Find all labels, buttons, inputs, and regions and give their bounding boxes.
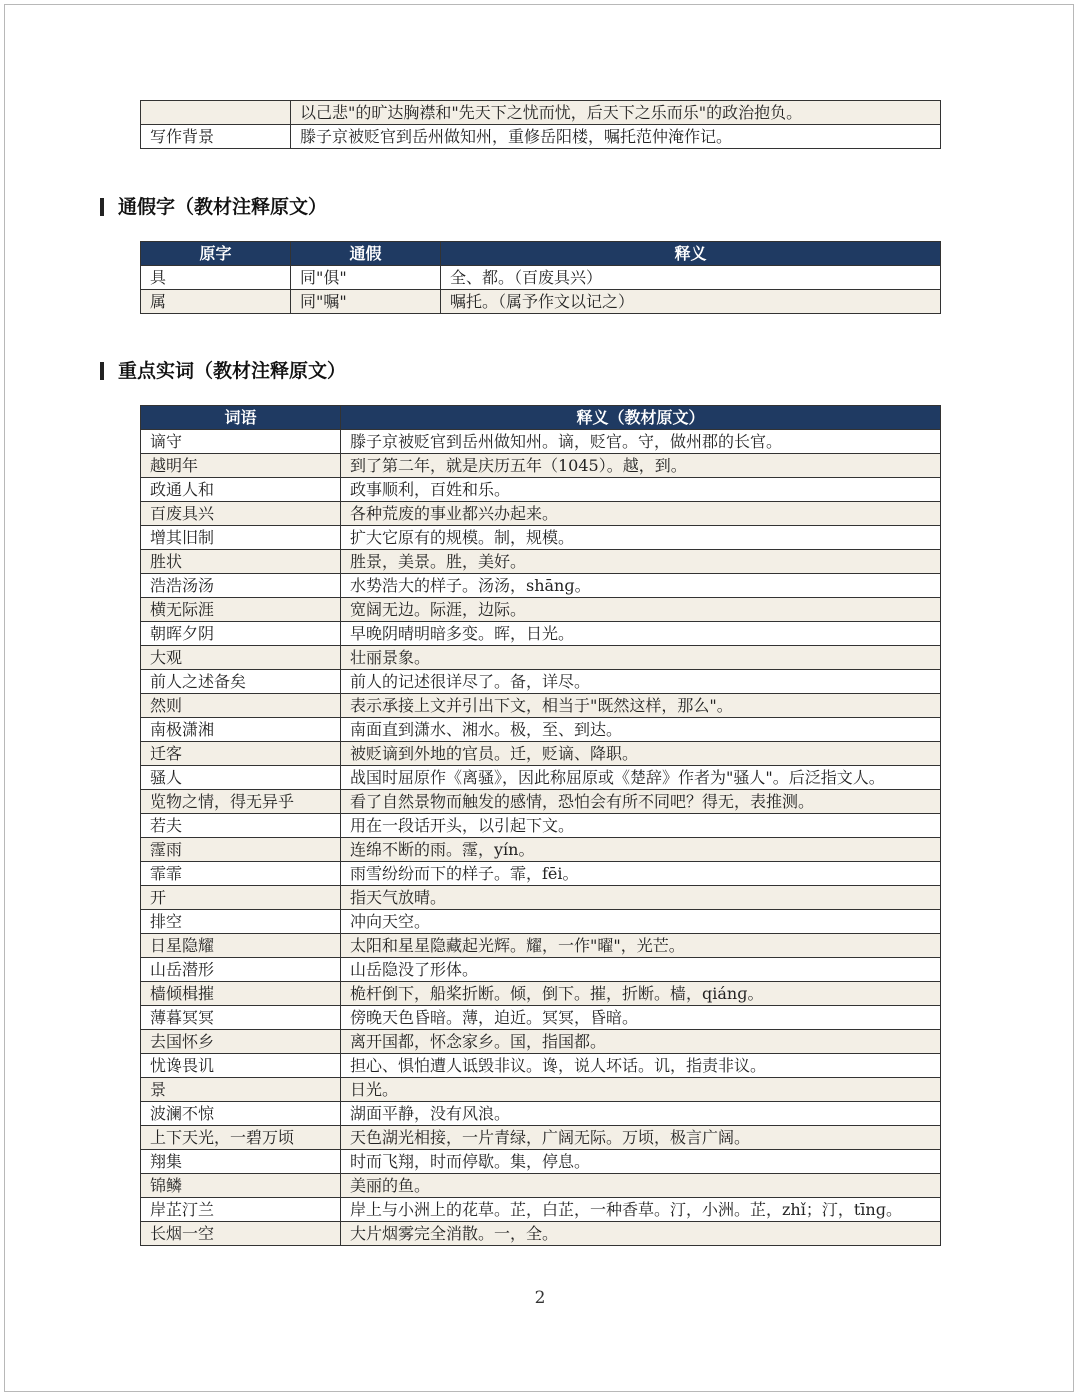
cell-definition: 日光。 [341, 1078, 941, 1102]
cell-definition: 表示承接上文并引出下文，相当于"既然这样，那么"。 [341, 694, 941, 718]
cell-definition: 担心、惧怕遭人诋毁非议。谗，说人坏话。讥，指责非议。 [341, 1054, 941, 1078]
cell-definition: 水势浩大的样子。汤汤，shānɡ。 [341, 574, 941, 598]
section-title-shici [100, 357, 346, 385]
table-row [141, 125, 941, 149]
cell-definition: 桅杆倒下，船桨折断。倾，倒下。摧，折断。樯，qiánɡ。 [341, 982, 941, 1006]
cell-term: 山岳潜形 [141, 958, 341, 982]
cell-term: 日星隐耀 [141, 934, 341, 958]
cell-term: 忧谗畏讥 [141, 1054, 341, 1078]
cell-definition: 胜景，美景。胜，美好。 [341, 550, 941, 574]
cell-definition: 政事顺利，百姓和乐。 [341, 478, 941, 502]
table-row [141, 526, 941, 550]
table-row [141, 550, 941, 574]
cell-shiyi: 嘱托。（属予作文以记之） [441, 290, 941, 314]
table-row [141, 101, 941, 125]
cell-definition: 大片烟雾完全消散。一，全。 [341, 1222, 941, 1246]
header-shiyi: 释义 [441, 242, 941, 266]
cell-term: 政通人和 [141, 478, 341, 502]
cell-definition: 天色湖光相接，一片青绿，广阔无际。万顷，极言广阔。 [341, 1126, 941, 1150]
cell-term: 开 [141, 886, 341, 910]
cell-term: 霏霏 [141, 862, 341, 886]
table-row [141, 1198, 941, 1222]
section-marker [100, 198, 104, 216]
cell-tongjia: 同"俱" [291, 266, 441, 290]
cell-definition: 时而飞翔，时而停歇。集，停息。 [341, 1150, 941, 1174]
table-row [141, 694, 941, 718]
table-row [141, 1078, 941, 1102]
cell-definition: 战国时屈原作《离骚》，因此称屈原或《楚辞》作者为"骚人"。后泛指文人。 [341, 766, 941, 790]
cell-term: 排空 [141, 910, 341, 934]
table-row [141, 862, 941, 886]
cell-term: 樯倾楫摧 [141, 982, 341, 1006]
section-title-text: 通假字（教材注释原文） [118, 196, 328, 218]
cell-term: 锦鳞 [141, 1174, 341, 1198]
table-row [141, 478, 941, 502]
table-row [141, 766, 941, 790]
table-row [141, 1174, 941, 1198]
table-row [141, 454, 941, 478]
cell-definition: 早晚阴晴明暗多变。晖，日光。 [341, 622, 941, 646]
table-row [141, 1222, 941, 1246]
cell-definition: 用在一段话开头，以引起下文。 [341, 814, 941, 838]
cell-term: 然则 [141, 694, 341, 718]
section-marker [100, 362, 104, 380]
cell-definition: 壮丽景象。 [341, 646, 941, 670]
cell-definition: 连绵不断的雨。霪，yín。 [341, 838, 941, 862]
table-row [141, 934, 941, 958]
cell-term: 增其旧制 [141, 526, 341, 550]
cell-term: 迁客 [141, 742, 341, 766]
table-row [141, 1030, 941, 1054]
cell-term: 去国怀乡 [141, 1030, 341, 1054]
cell-term: 翔集 [141, 1150, 341, 1174]
cell-tongjia: 同"嘱" [291, 290, 441, 314]
cell-definition: 湖面平静，没有风浪。 [341, 1102, 941, 1126]
table-row [141, 1102, 941, 1126]
table-row [141, 266, 941, 290]
table-row [141, 790, 941, 814]
row-label [141, 101, 291, 125]
intro-table [140, 100, 941, 149]
cell-definition: 傍晚天色昏暗。薄，迫近。冥冥，昏暗。 [341, 1006, 941, 1030]
cell-term: 长烟一空 [141, 1222, 341, 1246]
table-row [141, 742, 941, 766]
cell-definition: 南面直到潇水、湘水。极，至、到达。 [341, 718, 941, 742]
table-row [141, 814, 941, 838]
cell-term: 大观 [141, 646, 341, 670]
table-row [141, 958, 941, 982]
table-row [141, 718, 941, 742]
table-row [141, 598, 941, 622]
cell-definition: 冲向天空。 [341, 910, 941, 934]
section-title-text: 重点实词（教材注释原文） [118, 360, 347, 382]
cell-term: 薄暮冥冥 [141, 1006, 341, 1030]
cell-definition: 宽阔无边。际涯，边际。 [341, 598, 941, 622]
cell-definition: 前人的记述很详尽了。备，详尽。 [341, 670, 941, 694]
table-row [141, 886, 941, 910]
cell-definition: 指天气放晴。 [341, 886, 941, 910]
cell-definition: 太阳和星星隐藏起光辉。耀，一作"曜"，光芒。 [341, 934, 941, 958]
cell-term: 横无际涯 [141, 598, 341, 622]
cell-definition: 山岳隐没了形体。 [341, 958, 941, 982]
header-yuanzi: 原字 [141, 242, 291, 266]
table-row [141, 290, 941, 314]
table-row [141, 646, 941, 670]
cell-definition: 扩大它原有的规模。制，规模。 [341, 526, 941, 550]
cell-term: 岸芷汀兰 [141, 1198, 341, 1222]
cell-definition: 看了自然景物而触发的感情，恐怕会有所不同吧？得无，表推测。 [341, 790, 941, 814]
cell-term: 览物之情，得无异乎 [141, 790, 341, 814]
table-row [141, 430, 941, 454]
table-row [141, 1126, 941, 1150]
table-row [141, 670, 941, 694]
cell-term: 南极潇湘 [141, 718, 341, 742]
cell-term: 霪雨 [141, 838, 341, 862]
cell-term: 上下天光，一碧万顷 [141, 1126, 341, 1150]
cell-term: 百废具兴 [141, 502, 341, 526]
cell-definition: 被贬谪到外地的官员。迁，贬谪、降职。 [341, 742, 941, 766]
cell-term: 谪守 [141, 430, 341, 454]
cell-term: 景 [141, 1078, 341, 1102]
cell-definition: 滕子京被贬官到岳州做知州。谪，贬官。守，做州郡的长官。 [341, 430, 941, 454]
table-row [141, 1054, 941, 1078]
shici-table [140, 405, 941, 1246]
table-row [141, 502, 941, 526]
table-row [141, 838, 941, 862]
cell-yuanzi: 具 [141, 266, 291, 290]
cell-term: 波澜不惊 [141, 1102, 341, 1126]
cell-term: 浩浩汤汤 [141, 574, 341, 598]
cell-term: 越明年 [141, 454, 341, 478]
cell-definition: 雨雪纷纷而下的样子。霏，fēi。 [341, 862, 941, 886]
page-number: 2 [534, 1288, 546, 1308]
table-row [141, 574, 941, 598]
header-shiyi-yuanwen: 释义（教材原文） [341, 406, 941, 430]
table-row [141, 1150, 941, 1174]
tongjia-table [140, 241, 941, 314]
section-title-tongjia [100, 193, 327, 221]
table-row [141, 1006, 941, 1030]
cell-term: 朝晖夕阴 [141, 622, 341, 646]
cell-definition: 离开国都，怀念家乡。国，指国都。 [341, 1030, 941, 1054]
cell-definition: 岸上与小洲上的花草。芷，白芷，一种香草。汀，小洲。芷，zhǐ；汀，tīnɡ。 [341, 1198, 941, 1222]
row-text: 滕子京被贬官到岳州做知州，重修岳阳楼，嘱托范仲淹作记。 [291, 125, 941, 149]
table-row [141, 910, 941, 934]
cell-term: 若夫 [141, 814, 341, 838]
cell-term: 前人之述备矣 [141, 670, 341, 694]
table-row [141, 622, 941, 646]
cell-yuanzi: 属 [141, 290, 291, 314]
cell-shiyi: 全、都。（百废具兴） [441, 266, 941, 290]
row-text: 以己悲"的旷达胸襟和"先天下之忧而忧，后天下之乐而乐"的政治抱负。 [291, 101, 941, 125]
cell-definition: 美丽的鱼。 [341, 1174, 941, 1198]
header-tongjia: 通假 [291, 242, 441, 266]
cell-definition: 到了第二年，就是庆历五年（1045）。越，到。 [341, 454, 941, 478]
row-label: 写作背景 [141, 125, 291, 149]
header-ciyu: 词语 [141, 406, 341, 430]
cell-definition: 各种荒废的事业都兴办起来。 [341, 502, 941, 526]
cell-term: 骚人 [141, 766, 341, 790]
cell-term: 胜状 [141, 550, 341, 574]
table-row [141, 982, 941, 1006]
